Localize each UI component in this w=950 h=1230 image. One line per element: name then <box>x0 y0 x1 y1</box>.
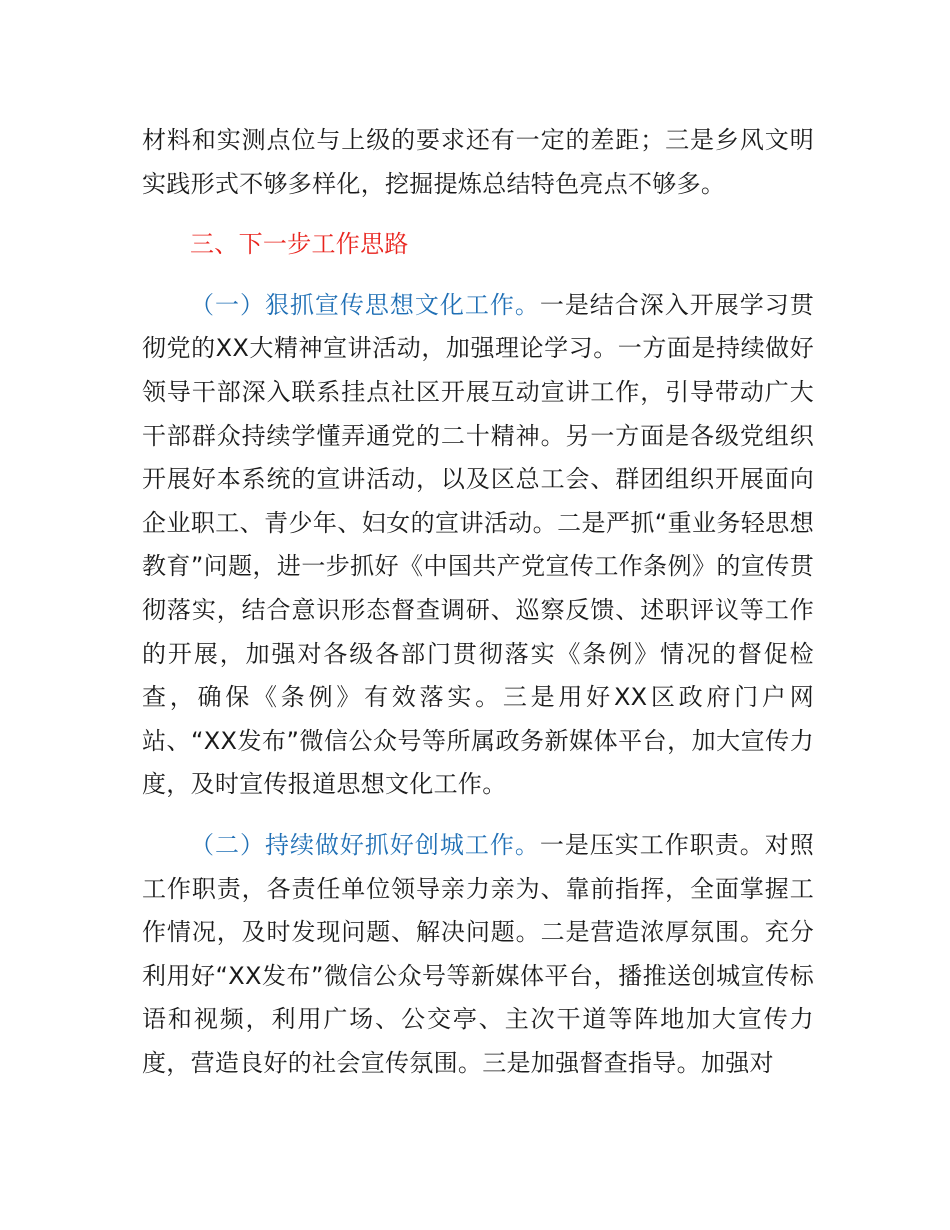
item-paragraph-1 <box>142 284 814 807</box>
intro-paragraph: 材料和实测点位与上级的要求还有一定的差距；三是乡风文明实践形式不够多样化，挖掘提炼总结特色亮点不够多。 <box>142 126 814 198</box>
document-body <box>142 119 814 1085</box>
item-heading-2: （二）持续做好抓好创城工作。 <box>190 830 540 859</box>
item-heading-1: （一）狠抓宣传思想文化工作。 <box>190 290 540 319</box>
item-paragraph-2 <box>142 824 814 1086</box>
section-heading: 三、下一步工作思路 <box>190 230 409 259</box>
item-body-1: 一是结合深入开展学习贯彻党的XX大精神宣讲活动，加强理论学习。一方面是持续做好领导干部深入联系挂点社区开展互动宣讲工作，引导带动广大干部群众持续学懂弄通党的二十精神。另一方面是各级党组织开展好本系统的宣讲活动，以及区总工会、群团组织开展面向企业职工、青少年、妇女的宣讲活动。二是严抓“重业务轻思想教育”问题，进一步抓好《中国共产党宣传工作条例》的宣传贯彻落实，结合意识形态督查调研、巡察反馈、述职评议等工作的开展，加强对各级各部门贯彻落实《条例》情况的督促检查，确保《条例》有效落实。三是用好XX区政府门户网站、“XX发布”微信公众号等所属政务新媒体平台，加大宣传力度，及时宣传报道思想文化工作。 <box>142 290 814 799</box>
item-body-2: 一是压实工作职责。对照工作职责，各责任单位领导亲力亲为、靠前指挥，全面掌握工作情况，及时发现问题、解决问题。二是营造浓厚氛围。充分利用好“XX发布”微信公众号等新媒体平台，播推送创城宣传标语和视频，利用广场、公交亭、主次干道等阵地加大宣传力度，营造良好的社会宣传氛围。三是加强督查指导。加强对 <box>142 830 814 1077</box>
